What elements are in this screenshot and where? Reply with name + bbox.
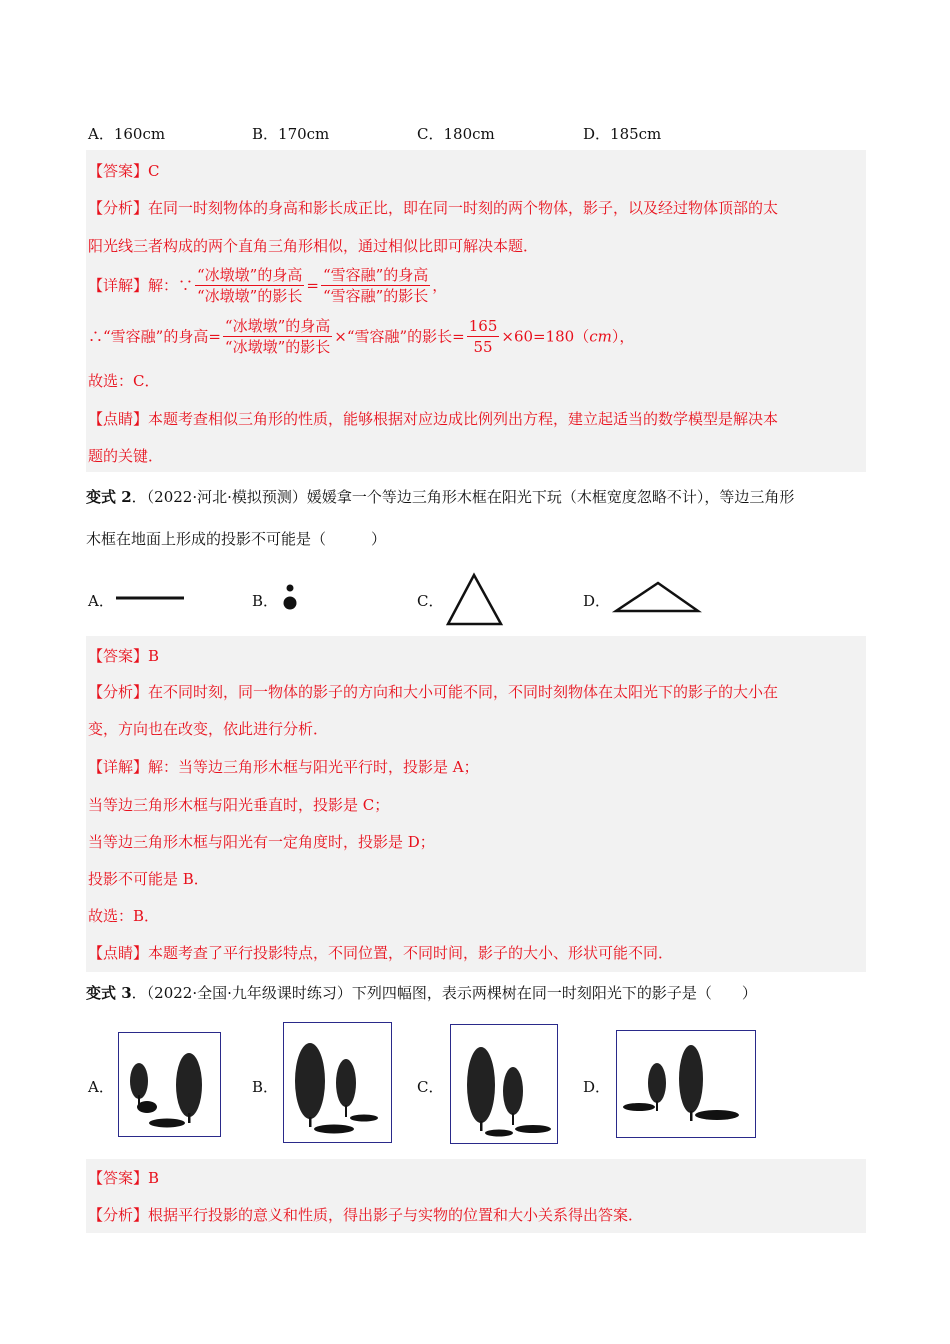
q2-detail-line-3: 当等边三角形木框与阳光有一定角度时，投影是 D； bbox=[88, 833, 435, 851]
q2-label: 变式 2 bbox=[86, 488, 132, 506]
q1-fraction-3 bbox=[223, 316, 332, 357]
q2-choice: 故选：B． bbox=[88, 907, 160, 925]
q3-answer: 【答案】B bbox=[88, 1169, 160, 1187]
q2-detail-line-1: 【详解】解：当等边三角形木框与阳光平行时，投影是 A； bbox=[88, 758, 479, 776]
q1-answer: 【答案】C bbox=[88, 162, 160, 180]
q3-label: 变式 3 bbox=[86, 984, 132, 1002]
q1-analysis-line-1: 【分析】在同一时刻物体的身高和影长成正比，即在同一时刻的两个物体，影子，以及经过物体顶部的太 bbox=[88, 199, 779, 217]
q2-comment: 【点睛】本题考查了平行投影特点，不同位置，不同时间，影子的大小、形状可能不同． bbox=[88, 944, 674, 962]
q1-fraction-3-denominator: “冰墩墩”的影长 bbox=[224, 338, 331, 356]
q2-option-d-triangle-figure bbox=[612, 578, 702, 614]
q3-option-b-image bbox=[283, 1022, 392, 1143]
q3-option-c-image bbox=[450, 1024, 558, 1144]
q1-comment-line-1: 【点睛】本题考查相似三角形的性质，能够根据对应边成比例列出方程，建立起适当的数学模型是解决本 bbox=[88, 410, 779, 428]
q2-text-1: ．（2022·河北·模拟预测）媛媛拿一个等边三角形木框在阳光下玩（木框宽度忽略不计），等边三角形 bbox=[131, 488, 795, 506]
q2-option-c-label: C． bbox=[417, 592, 444, 610]
q2-question-line-1 bbox=[86, 486, 794, 507]
q3-option-d-trees-figure bbox=[617, 1031, 755, 1137]
q1-fraction-4-numerator: 165 bbox=[468, 317, 498, 335]
q1-fraction-2-denominator: “雪容融”的影长 bbox=[322, 287, 429, 305]
q1-fraction-1 bbox=[195, 265, 304, 306]
q1-equals-sign: = bbox=[306, 276, 319, 295]
q1-fraction-4 bbox=[467, 316, 500, 357]
q1-line2-end: ×60=180（ bbox=[501, 327, 590, 346]
q1-solution-box bbox=[86, 150, 866, 472]
q1-detail-line-1 bbox=[88, 265, 447, 306]
q1-fraction-4-denominator: 55 bbox=[473, 338, 493, 356]
q1-detail-prefix: 【详解】解：∵ bbox=[88, 276, 194, 295]
q3-option-b-label: B． bbox=[252, 1078, 279, 1096]
q3-question-line bbox=[86, 982, 757, 1003]
q1-analysis-line-2: 阳光线三者构成的两个直角三角形相似，通过相似比即可解决本题． bbox=[88, 237, 539, 255]
q1-fraction-2 bbox=[321, 265, 430, 306]
q1-fraction-3-numerator: “冰墩墩”的身高 bbox=[224, 317, 331, 335]
q3-option-a-trees-figure bbox=[119, 1033, 220, 1136]
q1-fraction-2-numerator: “雪容融”的身高 bbox=[322, 266, 429, 284]
q2-option-a-line-figure bbox=[114, 590, 186, 610]
q1-option-b: B．170cm bbox=[252, 125, 330, 143]
q1-comma: ， bbox=[432, 276, 448, 295]
q1-fraction-1-numerator: “冰墩墩”的身高 bbox=[197, 266, 303, 284]
q1-option-c: C．180cm bbox=[417, 125, 495, 143]
q1-line2-prefix: ∴“雪容融”的身高= bbox=[88, 327, 221, 346]
q1-comment-line-2: 题的关键． bbox=[88, 447, 164, 465]
q3-solution-box bbox=[86, 1159, 866, 1233]
q2-detail-line-2: 当等边三角形木框与阳光垂直时，投影是 C； bbox=[88, 796, 390, 814]
q3-option-d-label: D． bbox=[583, 1078, 611, 1096]
q2-option-c-triangle-figure bbox=[444, 572, 504, 628]
q3-analysis: 【分析】根据平行投影的意义和性质，得出影子与实物的位置和大小关系得出答案． bbox=[88, 1206, 644, 1224]
q1-option-d: D．185cm bbox=[583, 125, 662, 143]
q2-option-b-dots-figure bbox=[280, 583, 304, 613]
q3-option-a-image bbox=[118, 1032, 221, 1137]
q2-option-a-label: A． bbox=[88, 592, 114, 610]
q2-option-b-label: B． bbox=[252, 592, 279, 610]
q3-text: ．（2022·全国·九年级课时练习）下列四幅图，表示两棵树在同一时刻阳光下的影子是（ ） bbox=[131, 984, 757, 1002]
q1-option-a: A．160cm bbox=[88, 125, 166, 143]
q1-unit: cm bbox=[589, 327, 612, 346]
q3-option-d-image bbox=[616, 1030, 756, 1138]
q2-answer: 【答案】B bbox=[88, 647, 160, 665]
q1-detail-line-2 bbox=[88, 316, 634, 357]
q1-choice: 故选：C． bbox=[88, 372, 160, 390]
q2-question-line-2: 木框在地面上形成的投影不可能是（ ） bbox=[86, 530, 387, 548]
q2-analysis-line-2: 变，方向也在改变，依此进行分析． bbox=[88, 720, 329, 738]
q1-fraction-1-denominator: “冰墩墩”的影长 bbox=[197, 287, 303, 305]
q3-option-b-trees-figure bbox=[284, 1023, 391, 1142]
q3-option-c-trees-figure bbox=[451, 1025, 557, 1143]
q3-option-c-label: C． bbox=[417, 1078, 444, 1096]
q2-analysis-line-1: 【分析】在不同时刻，同一物体的影子的方向和大小可能不同，不同时刻物体在太阳光下的影子的大小在 bbox=[88, 683, 779, 701]
q2-detail-line-4: 投影不可能是 B． bbox=[88, 870, 209, 888]
q2-option-d-label: D． bbox=[583, 592, 611, 610]
q1-line2-close: ）， bbox=[611, 327, 635, 346]
q2-solution-box bbox=[86, 636, 866, 972]
q3-option-a-label: A． bbox=[88, 1078, 114, 1096]
q1-line2-middle: ×“雪容融”的影长= bbox=[334, 327, 465, 346]
